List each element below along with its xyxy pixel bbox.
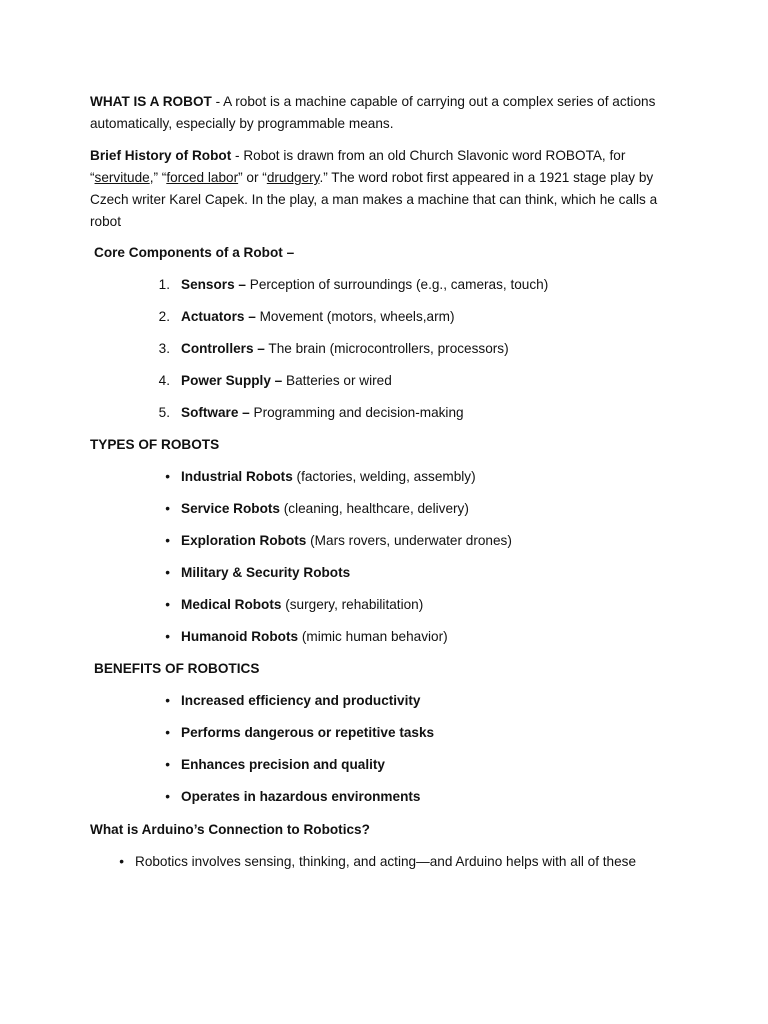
list-desc: (Mars rovers, underwater drones) (306, 533, 512, 548)
core-components-heading: Core Components of a Robot – (94, 245, 295, 260)
link-forced-labor[interactable]: forced labor (166, 170, 239, 185)
list-term: Industrial Robots (181, 469, 293, 484)
list-item (150, 754, 710, 776)
list-item (150, 786, 710, 808)
bullet-marker: • (165, 789, 170, 804)
history-title: Brief History of Robot (90, 148, 232, 163)
list-number: 2. (158, 309, 170, 324)
list-item (150, 562, 710, 584)
list-item (150, 626, 710, 648)
intro-title: WHAT IS A ROBOT (90, 94, 212, 109)
list-term: Service Robots (181, 501, 280, 516)
list-term: Enhances precision and quality (181, 757, 385, 772)
history-text: .” The word robot first appeared in a 1921 stage play by Czech writer Karel Capek. In the play, a man makes a machine that can think, which he calls a robot (90, 170, 658, 229)
list-item (150, 274, 710, 296)
bullet-marker: • (165, 501, 170, 516)
bullet-marker: • (165, 629, 170, 644)
list-term: Increased efficiency and productivity (181, 693, 421, 708)
list-desc: Perception of surroundings (e.g., cameras, touch) (245, 277, 549, 292)
list-term: Operates in hazardous environments (181, 789, 421, 804)
list-desc: (factories, welding, assembly) (292, 469, 476, 484)
list-desc: (surgery, rehabilitation) (281, 597, 424, 612)
list-term: Controllers – (181, 341, 265, 356)
list-item (150, 370, 710, 392)
bullet-marker: • (119, 854, 124, 869)
bullet-marker: • (165, 757, 170, 772)
list-item (150, 498, 710, 520)
list-term: Exploration Robots (181, 533, 307, 548)
list-desc: (mimic human behavior) (298, 629, 448, 644)
history-text: ,” “ (149, 170, 167, 185)
bullet-marker: • (165, 597, 170, 612)
list-term: Software – (181, 405, 250, 420)
bullet-marker: • (165, 565, 170, 580)
history-paragraph (90, 145, 690, 233)
bullet-marker: • (165, 469, 170, 484)
list-number: 5. (158, 405, 170, 420)
list-item (150, 338, 710, 360)
history-text: - Robot is drawn from an old Church Slavonic word ROBOTA, for “ (90, 148, 626, 185)
link-servitude[interactable]: servitude (94, 170, 150, 185)
bullet-marker: • (165, 693, 170, 708)
bullet-marker: • (165, 533, 170, 548)
list-term: Power Supply – (181, 373, 283, 388)
types-heading: TYPES OF ROBOTS (90, 437, 220, 452)
list-term: Sensors – (181, 277, 246, 292)
link-drudgery[interactable]: drudgery (266, 170, 320, 185)
list-item (150, 466, 710, 488)
list-item (150, 530, 710, 552)
list-item (150, 594, 710, 616)
list-item (104, 851, 664, 873)
list-term: Performs dangerous or repetitive tasks (181, 725, 435, 740)
list-number: 3. (158, 341, 170, 356)
list-desc: Robotics involves sensing, thinking, and acting—and Arduino helps with all of these (135, 854, 637, 869)
list-number: 1. (158, 277, 170, 292)
list-term: Military & Security Robots (181, 565, 351, 580)
intro-text: - A robot is a machine capable of carrying out a complex series of actions automatically, especially by programmable means. (90, 94, 656, 131)
list-desc: The brain (microcontrollers, processors) (264, 341, 509, 356)
arduino-heading: What is Arduino’s Connection to Robotics? (90, 822, 370, 837)
list-item (150, 402, 710, 424)
list-term: Medical Robots (181, 597, 282, 612)
benefits-heading: BENEFITS OF ROBOTICS (94, 661, 260, 676)
list-number: 4. (158, 373, 170, 388)
list-item (150, 306, 710, 328)
list-desc: Movement (motors, wheels,arm) (255, 309, 455, 324)
list-term: Actuators – (181, 309, 256, 324)
list-desc: Batteries or wired (282, 373, 392, 388)
list-desc: Programming and decision-making (249, 405, 464, 420)
bullet-marker: • (165, 725, 170, 740)
list-item (150, 690, 710, 712)
history-text: ” or “ (238, 170, 267, 185)
list-desc: (cleaning, healthcare, delivery) (279, 501, 469, 516)
list-term: Humanoid Robots (181, 629, 299, 644)
intro-paragraph (90, 91, 690, 135)
list-item (150, 722, 710, 744)
